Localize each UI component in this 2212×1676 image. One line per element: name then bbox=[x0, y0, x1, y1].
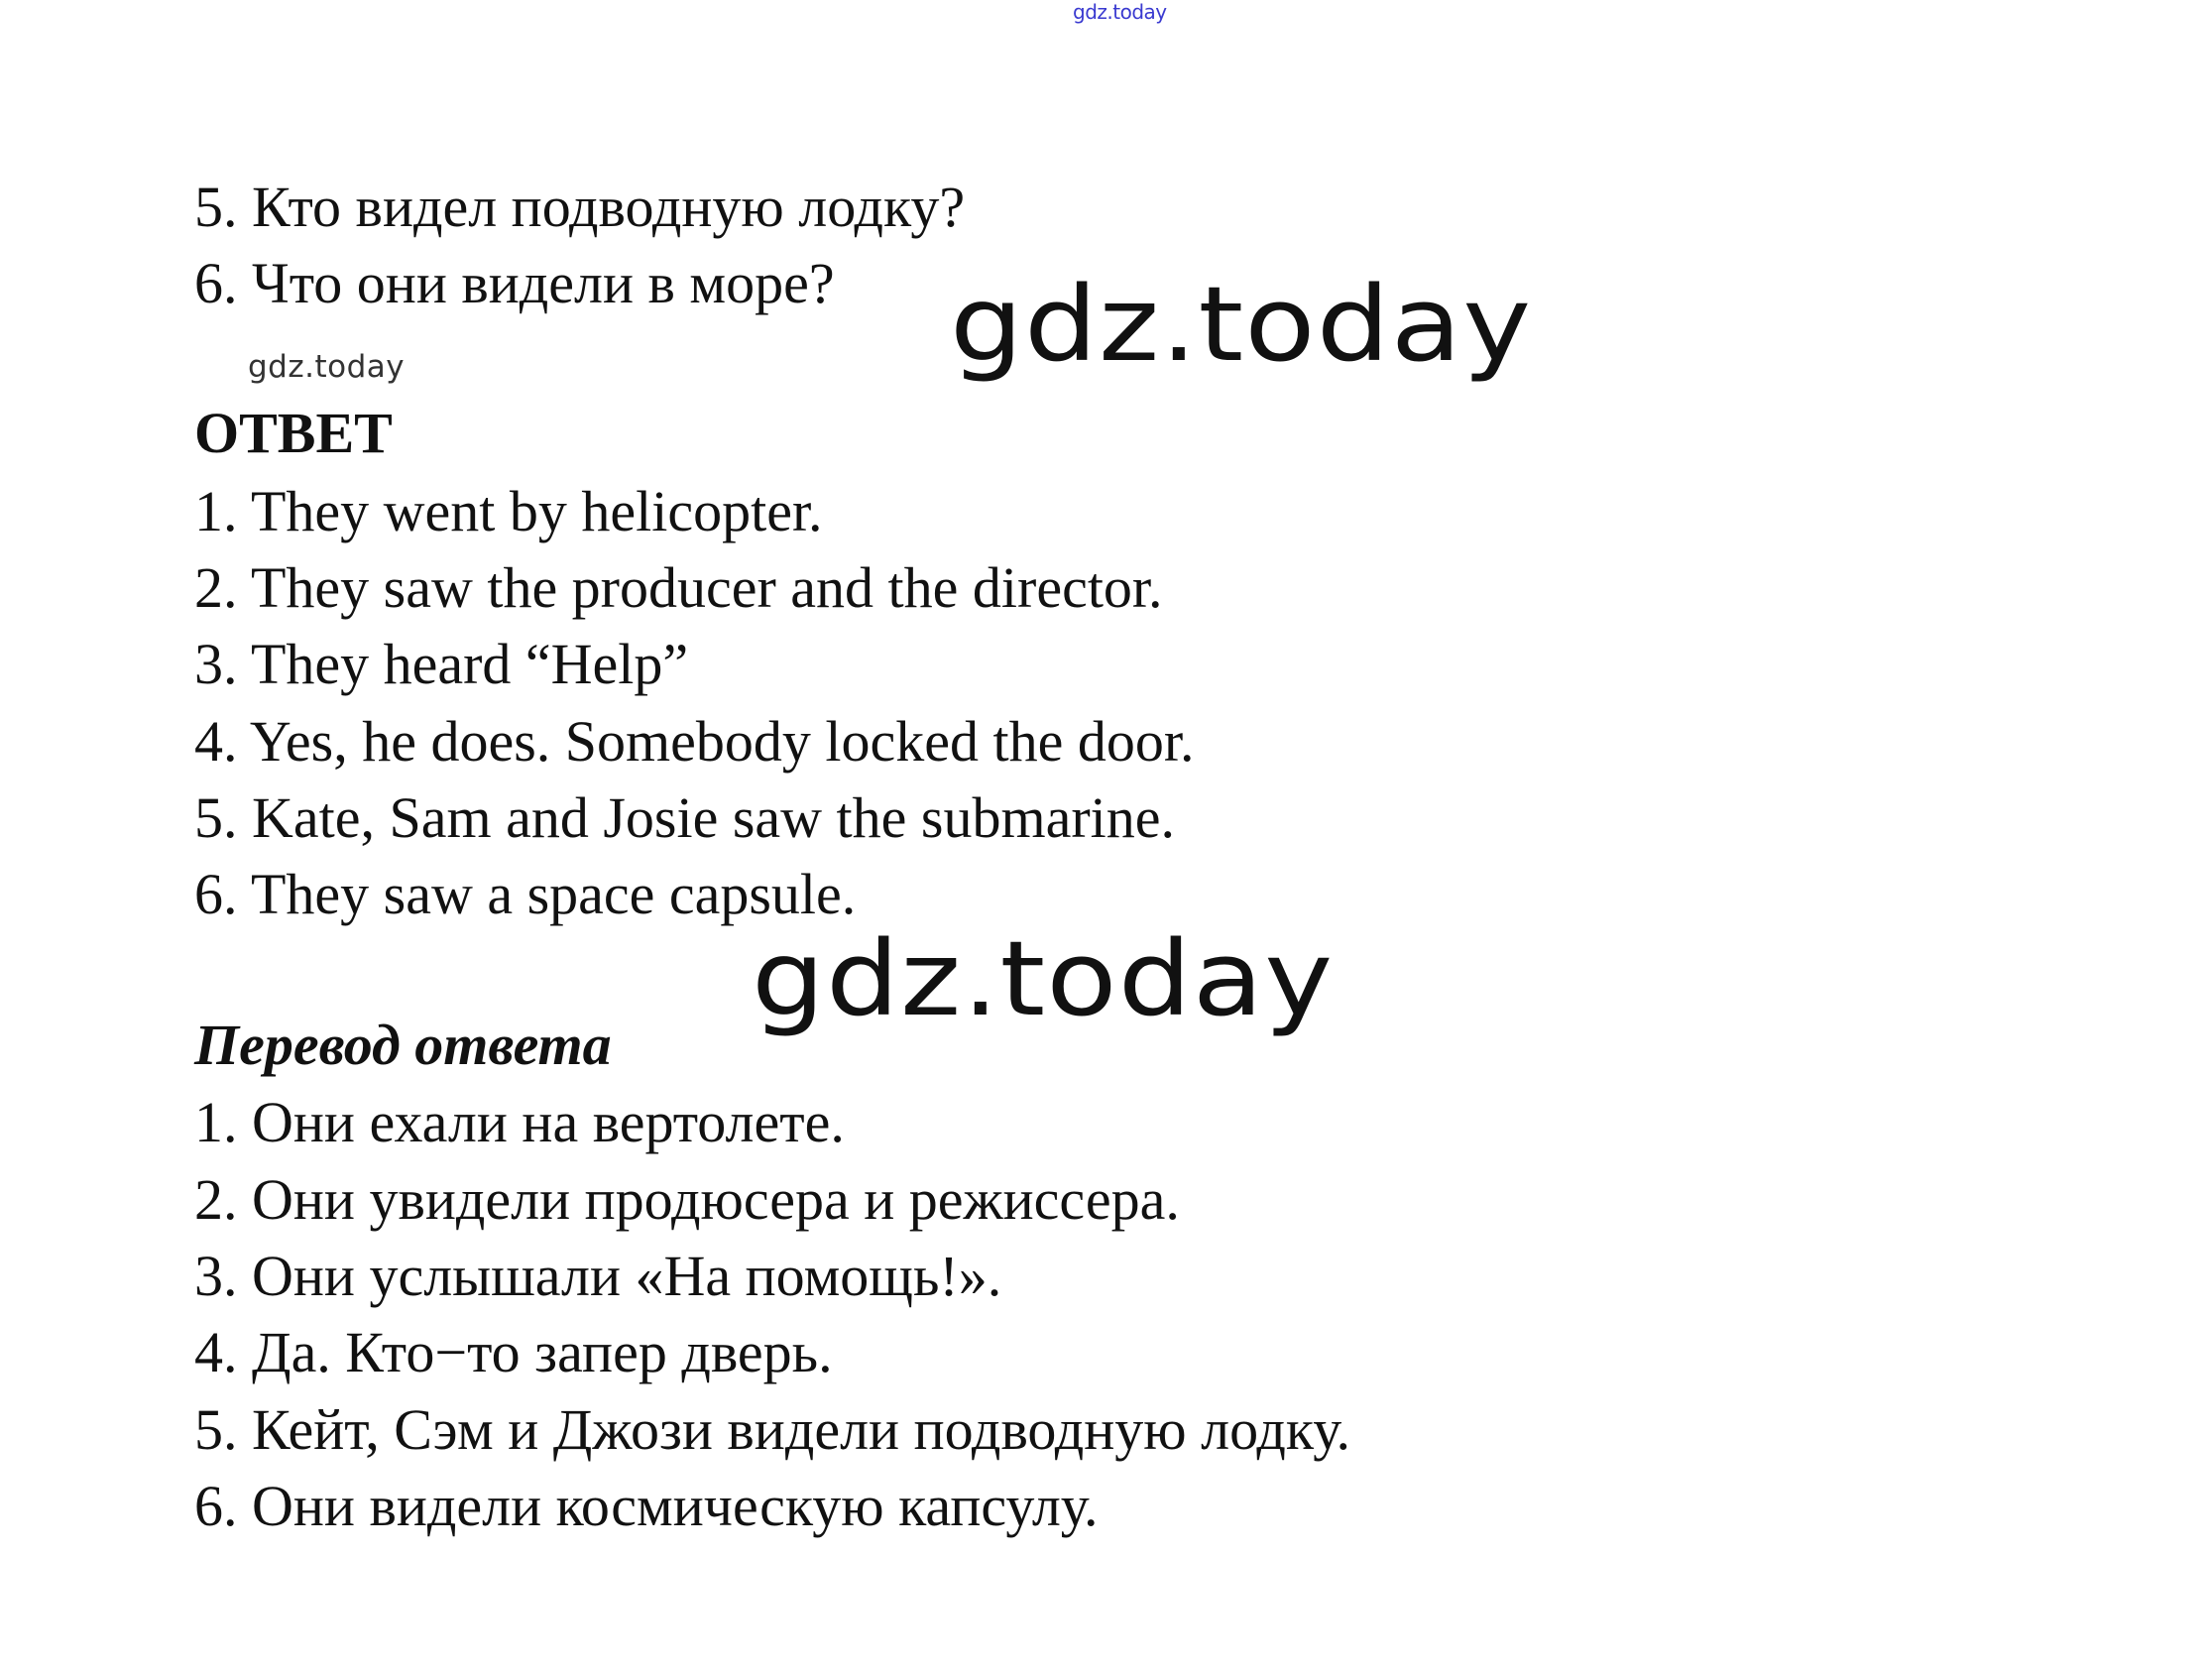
answer-1: 1. They went by helicopter. bbox=[194, 479, 823, 543]
watermark-large-1: gdz.today bbox=[950, 264, 1533, 385]
watermark-top: gdz.today bbox=[1073, 0, 1167, 24]
watermark-large-2: gdz.today bbox=[752, 918, 1335, 1039]
answer-5: 5. Kate, Sam and Josie saw the submarine. bbox=[194, 785, 1176, 850]
translation-1: 1. Они ехали на вертолете. bbox=[194, 1090, 845, 1154]
watermark-small: gdz.today bbox=[248, 349, 406, 385]
translation-6: 6. Они видели космическую капсулу. bbox=[194, 1474, 1099, 1538]
translation-5: 5. Кейт, Сэм и Джози видели подводную лодку. bbox=[194, 1397, 1350, 1462]
question-5: 5. Кто видел подводную лодку? bbox=[194, 175, 966, 239]
translation-3: 3. Они услышали «На помощь!». bbox=[194, 1244, 1002, 1308]
question-6: 6. Что они видели в море? bbox=[194, 251, 835, 315]
translation-2: 2. Они увидели продюсера и режиссера. bbox=[194, 1167, 1180, 1232]
answer-heading: ОТВЕТ bbox=[194, 401, 393, 465]
translation-heading: Перевод ответа bbox=[194, 1013, 612, 1077]
answer-3: 3. They heard “Help” bbox=[194, 632, 689, 696]
answer-2: 2. They saw the producer and the director. bbox=[194, 555, 1163, 620]
answer-6: 6. They saw a space capsule. bbox=[194, 862, 857, 926]
answer-4: 4. Yes, he does. Somebody locked the door. bbox=[194, 709, 1195, 774]
translation-4: 4. Да. Кто−то запер дверь. bbox=[194, 1320, 833, 1384]
